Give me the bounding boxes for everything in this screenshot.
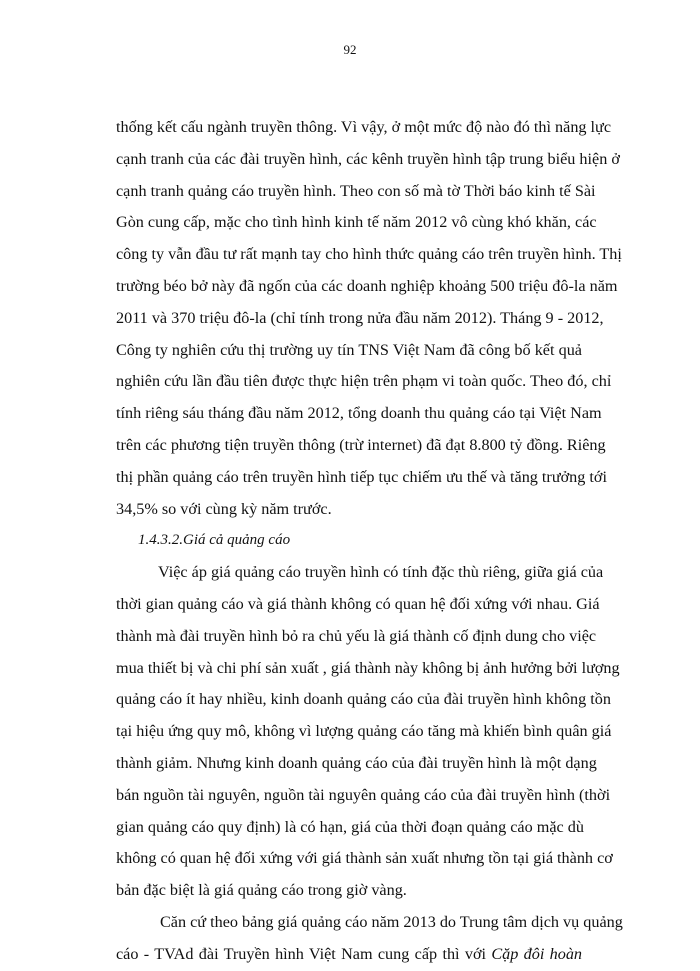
paragraph-line: quảng cáo ít hay nhiều, kinh doanh quảng cáo của đài truyền hình không tồn xyxy=(116,690,611,709)
section-heading: 1.4.3.2.Giá cả quảng cáo xyxy=(138,532,291,549)
paragraph-text: cáo - TVAd đài Truyền hình Việt Nam cung cấp thì với xyxy=(116,944,492,963)
paragraph-1 xyxy=(116,112,622,525)
paragraph-line: trên các phương tiện truyền thông (trừ internet) đã đạt 8.800 tỷ đồng. Riêng xyxy=(116,435,606,454)
paragraph-line: Gòn cung cấp, mặc cho tình hình kinh tế năm 2012 vô cùng khó khăn, các xyxy=(116,213,597,232)
paragraph-line: công ty vẫn đầu tư rất mạnh tay cho hình thức quảng cáo trên truyền hình. Thị xyxy=(116,245,622,264)
paragraph-line: bán nguồn tài nguyên, nguồn tài nguyên quảng cáo của đài truyền hình (thời xyxy=(116,785,611,804)
paragraph-line: tại hiệu ứng quy mô, không vì lượng quảng cáo tăng mà khiến bình quân giá xyxy=(116,722,612,741)
paragraph-2 xyxy=(116,557,620,907)
paragraph-line: tính riêng sáu tháng đầu năm 2012, tổng doanh thu quảng cáo tại Việt Nam xyxy=(116,404,602,423)
paragraph-line: thống kết cấu ngành truyền thông. Vì vậy, ở một mức độ nào đó thì năng lực xyxy=(116,118,612,136)
program-title: Cặp đôi hoàn xyxy=(491,944,583,963)
paragraph-line: gian quảng cáo quy định) là có hạn, giá của thời đoạn quảng cáo mặc dù xyxy=(116,817,584,836)
document-body xyxy=(116,112,623,971)
paragraph-line: nghiên cứu lần đầu tiên được thực hiện trên phạm vi toàn quốc. Theo đó, chỉ xyxy=(116,372,612,391)
paragraph-line: cạnh tranh của các đài truyền hình, các kênh truyền hình tập trung biểu hiện ở xyxy=(116,149,620,168)
paragraph-3 xyxy=(116,907,623,971)
paragraph-line: 2011 và 370 triệu đô-la (chỉ tính trong nửa đầu năm 2012). Tháng 9 - 2012, xyxy=(116,308,604,327)
paragraph-line: Căn cứ theo bảng giá quảng cáo năm 2013 do Trung tâm dịch vụ quảng xyxy=(160,912,623,931)
paragraph-line: mua thiết bị và chi phí sản xuất , giá thành này không bị ảnh hưởng bởi lượng xyxy=(116,658,620,677)
paragraph-line: không có quan hệ đối xứng với giá thành sản xuất nhưng tồn tại giá thành cơ xyxy=(116,849,613,868)
paragraph-line-mixed xyxy=(116,939,582,971)
paragraph-line: thành mà đài truyền hình bỏ ra chủ yếu là giá thành cố định dung cho việc xyxy=(116,626,597,645)
paragraph-line: thành giảm. Nhưng kinh doanh quảng cáo của đài truyền hình là một dạng xyxy=(116,753,597,772)
paragraph-line: thị phần quảng cáo trên truyền hình tiếp tục chiếm ưu thế và tăng trưởng tới xyxy=(116,467,607,486)
paragraph-line: cạnh tranh quảng cáo truyền hình. Theo con số mà tờ Thời báo kinh tế Sài xyxy=(116,181,596,200)
paragraph-line: 34,5% so với cùng kỳ năm trước. xyxy=(116,499,332,518)
paragraph-line: thời gian quảng cáo và giá thành không có quan hệ đối xứng với nhau. Giá xyxy=(116,594,600,613)
page-number: 92 xyxy=(343,42,357,57)
paragraph-line: Việc áp giá quảng cáo truyền hình có tính đặc thù riêng, giữa giá của xyxy=(158,563,604,582)
paragraph-line: trường béo bở này đã ngốn của các doanh nghiệp khoảng 500 triệu đô-la năm xyxy=(116,276,618,295)
paragraph-line: bản đặc biệt là giá quảng cáo trong giờ vàng. xyxy=(116,881,407,900)
paragraph-line: Công ty nghiên cứu thị trường uy tín TNS Việt Nam đã công bố kết quả xyxy=(116,340,582,359)
